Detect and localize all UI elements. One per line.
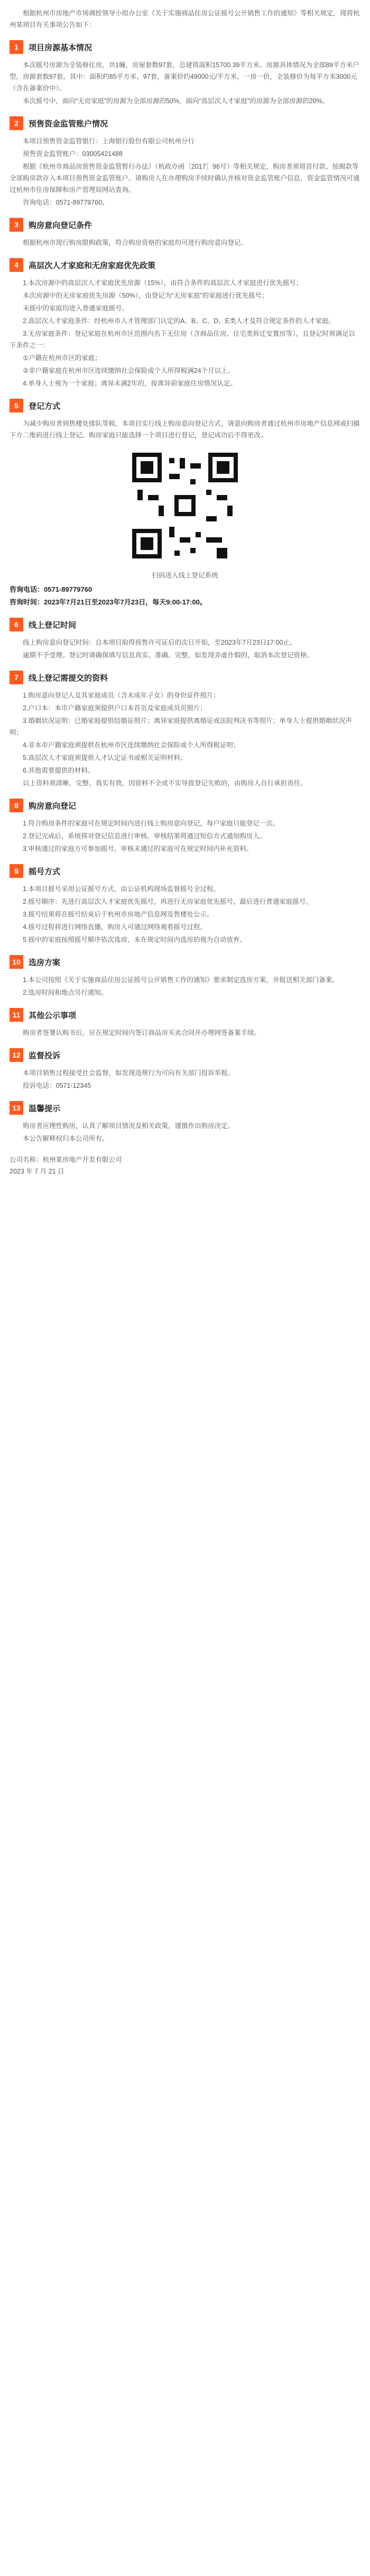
section-number-badge: 12 xyxy=(10,1048,23,1062)
section-paragraph: ②非户籍家庭在杭州市区连续缴纳社会保险或个人所得税满24个月以上。 xyxy=(23,367,235,374)
section-paragraph: 为减少购房者到售楼处排队等候，本项目实行线上购房意向登记方式，请意向购房者通过杭州市房地产信息网或扫描下方二维码进行线上登记。购房家庭只能选择一个项目进行登记，登记成功后不得更改。 xyxy=(10,420,360,439)
section-number-badge: 10 xyxy=(10,955,23,969)
section-paragraph: 2.选房时间和地点另行通知。 xyxy=(23,989,108,996)
section-paragraph: 1.符合购房条件的家庭可在规定时间内进行线上购房意向登记，每户家庭只能登记一次。 xyxy=(23,820,280,827)
section-header xyxy=(10,40,360,54)
section-header xyxy=(10,218,360,232)
section-title: 购房意向登记 xyxy=(29,801,77,811)
section-header xyxy=(10,671,360,684)
section-paragraph: 本次摇号房源为全装修住房，共1幢，房屋套数97套，总建筑面积15700.39平方米。房源具体情况为全部89平方米户型，房源套数97套。其中：面积约85平方米、97套，备案价约49000元/平方米，一房一价，全装修价为每平方米3000元（含在备案价中）。 xyxy=(10,61,359,92)
section-number-badge: 13 xyxy=(10,1101,23,1115)
sections-container xyxy=(10,40,360,441)
section-header xyxy=(10,618,360,631)
section-title: 监督投诉 xyxy=(29,1051,61,1060)
section-header xyxy=(10,955,360,969)
section-paragraph: 3.婚姻状况证明：已婚家庭提供结婚证照片；离异家庭提供离婚证或法院判决书等照片；单身人士提供婚姻状况声明； xyxy=(10,717,352,736)
sections2-container xyxy=(10,618,360,1144)
signature-block xyxy=(10,1154,360,1177)
section-header xyxy=(10,258,360,272)
section-paragraph: 线上购房意向登记时间：自本项目取得预售许可证后的次日开始，至2023年7月23日17:00止。 xyxy=(23,639,297,646)
section-paragraph: 1.本次房源中的高层次人才家庭优先房源（15%），由符合条件的高层次人才家庭进行优先摇号； xyxy=(23,279,303,287)
section-header xyxy=(10,799,360,812)
section-number-badge: 9 xyxy=(10,864,23,878)
section-paragraph: 本次房源中的无房家庭优先房源（50%），由登记为“无房家庭”的家庭进行优先摇号； xyxy=(23,292,269,299)
section-title: 预售资金监管账户情况 xyxy=(29,119,108,129)
section-paragraph: 2.高层次人才家庭条件：经杭州市人才管理部门认定的A、B、C、D、E类人才及符合规定条件的人才家庭。 xyxy=(23,317,335,325)
section-paragraph: 5.高层次人才家庭须提供人才认定证书或相关证明材料； xyxy=(23,754,187,762)
announcement-date: 2023 年 7 月 21 日 xyxy=(10,1168,64,1175)
section-paragraph: 4.单身人士视为一个家庭；离异未满2年的，按离异前家庭住房情况认定。 xyxy=(23,380,237,387)
section-paragraph: ①户籍在杭州市区的家庭； xyxy=(23,354,101,362)
section-title: 购房意向登记条件 xyxy=(29,221,92,230)
contact-time: 咨询时间：2023年7月21日至2023年7月23日，每天9:00-17:00。 xyxy=(10,598,207,606)
section-header xyxy=(10,1048,360,1062)
section-paragraph: 6.其他需要提供的材料。 xyxy=(23,767,95,774)
section-number-badge: 4 xyxy=(10,258,23,272)
section-number-badge: 3 xyxy=(10,218,23,232)
qr-caption: 扫码进入线上登记系统 xyxy=(152,572,218,579)
section-paragraph: 3.无房家庭条件：登记家庭在杭州市区范围内名下无住房（含商品住房、住宅类拆迁安置房等），且登记时须满足以下条件之一： xyxy=(10,330,356,349)
section-paragraph: 4.摇号过程将进行网络直播，购房人可通过网络观看摇号过程。 xyxy=(23,923,207,931)
section-paragraph: 本公告解释权归本公司所有。 xyxy=(23,1135,109,1142)
section-paragraph: 4.非本市户籍家庭须提供在杭州市区连续缴纳社会保险或个人所得税证明； xyxy=(23,741,240,749)
section-title: 线上登记需提交的资料 xyxy=(29,673,108,683)
section-title: 摇号方式 xyxy=(29,867,61,876)
section-header xyxy=(10,1008,360,1022)
section-paragraph: 咨询电话：0571-89779760。 xyxy=(23,199,109,206)
section-paragraph: 未摇中的家庭均进入普通家庭摇号。 xyxy=(23,305,129,312)
intro-paragraph: 根据杭州市房地产市场调控领导小组办公室《关于实施商品住房公证摇号公开销售工作的通知》等相关规定，现将杭州某项目有关事项公告如下： xyxy=(10,10,360,29)
section-paragraph: 本次摇号中，面向“无房家庭”的房源为全部房源的50%，面向“高层次人才家庭”的房源为全部房源的20%。 xyxy=(23,97,329,105)
section-title: 选房方案 xyxy=(29,958,61,967)
qr-code-image[interactable] xyxy=(127,447,243,564)
section-title: 线上登记时间 xyxy=(29,620,77,630)
section-paragraph: 根据杭州市现行购房限购政策，符合购房资格的家庭均可进行购房意向登记。 xyxy=(23,239,248,246)
section-paragraph: 购房者应理性购房，认真了解项目情况及相关政策，谨慎作出购房决定。 xyxy=(23,1122,235,1130)
section-header xyxy=(10,1101,360,1115)
section-paragraph: 逾期不予受理。登记时请确保填写信息真实、准确、完整，如发现弄虚作假的，取消本次登记资格。 xyxy=(23,652,314,659)
section-paragraph: 购房者签署认购书后，应在规定时间内签订商品房买卖合同并办理网签备案手续。 xyxy=(23,1029,261,1037)
section-number-badge: 8 xyxy=(10,799,23,812)
section-number-badge: 2 xyxy=(10,116,23,130)
section-title: 温馨提示 xyxy=(29,1104,61,1113)
section-paragraph: 3.摇号结果将在摇号结束后于杭州市房地产信息网及售楼处公示。 xyxy=(23,911,214,918)
section-paragraph: 2.户口本：本市户籍家庭须提供户口本首页及家庭成员页照片； xyxy=(23,704,207,712)
contact-phone: 咨询电话：0571-89779760 xyxy=(10,585,92,593)
section-paragraph: 投诉电话：0571-12345 xyxy=(23,1082,91,1089)
section-title: 登记方式 xyxy=(29,401,61,411)
section-title: 其他公示事项 xyxy=(29,1011,77,1020)
section-paragraph: 本项目销售过程接受社会监督，如发现违规行为可向有关部门投诉举报。 xyxy=(23,1069,235,1077)
section-paragraph: 1.本公司按照《关于实施商品住房公证摇号公开销售工作的通知》要求制定选房方案，并报送相关部门备案。 xyxy=(23,976,339,984)
section-paragraph: 本项目预售资金监管银行：上海银行股份有限公司杭州分行 xyxy=(23,137,195,145)
section-paragraph: 2.登记完成后，系统将对登记信息进行审核，审核结果将通过短信方式通知购房人。 xyxy=(23,832,266,840)
section-number-badge: 6 xyxy=(10,618,23,631)
section-paragraph: 2.摇号顺序：先进行高层次人才家庭优先摇号，再进行无房家庭优先摇号，最后进行普通家庭摇号。 xyxy=(23,898,312,905)
section-number-badge: 5 xyxy=(10,399,23,412)
section-paragraph: 5.摇中的家庭按照摇号顺序依次选房，未在规定时间内选房的视为自动放弃。 xyxy=(23,936,246,943)
section-paragraph: 以上资料须清晰、完整、真实有效，因资料不全或不实导致登记失败的，由购房人自行承担责任。 xyxy=(23,780,307,787)
section-header xyxy=(10,864,360,878)
section-title: 项目房源基本情况 xyxy=(29,43,92,52)
section-paragraph: 预售资金监管账户：03005421488 xyxy=(23,150,123,158)
section-title: 高层次人才家庭和无房家庭优先政策 xyxy=(29,261,156,270)
company-name: 公司名称：杭州某房地产开发有限公司 xyxy=(10,1156,122,1163)
section-paragraph: 根据《杭州市商品房预售资金监管暂行办法》（杭政办函〔2017〕96号）等相关规定，购房者须将首付款、按揭款等全部购房款存入本项目预售资金监管账户。请购房人在办理购房手续时确认并核对资金监管账户信息，资金监管情况可通过杭州市住房保障和房产管理局网站查询。 xyxy=(10,163,360,194)
section-header xyxy=(10,399,360,412)
section-paragraph: 1.购房意向登记人及其家庭成员（含未成年子女）的身份证件照片； xyxy=(23,692,220,699)
section-number-badge: 7 xyxy=(10,671,23,684)
section-header xyxy=(10,116,360,130)
section-number-badge: 1 xyxy=(10,40,23,54)
section-paragraph: 3.审核通过的家庭方可参加摇号，审核未通过的家庭可在规定时间内补充资料。 xyxy=(23,845,253,852)
section-paragraph: 1.本项目摇号采用公证摇号方式，由公证机构现场监督摇号全过程。 xyxy=(23,885,220,893)
section-number-badge: 11 xyxy=(10,1008,23,1022)
